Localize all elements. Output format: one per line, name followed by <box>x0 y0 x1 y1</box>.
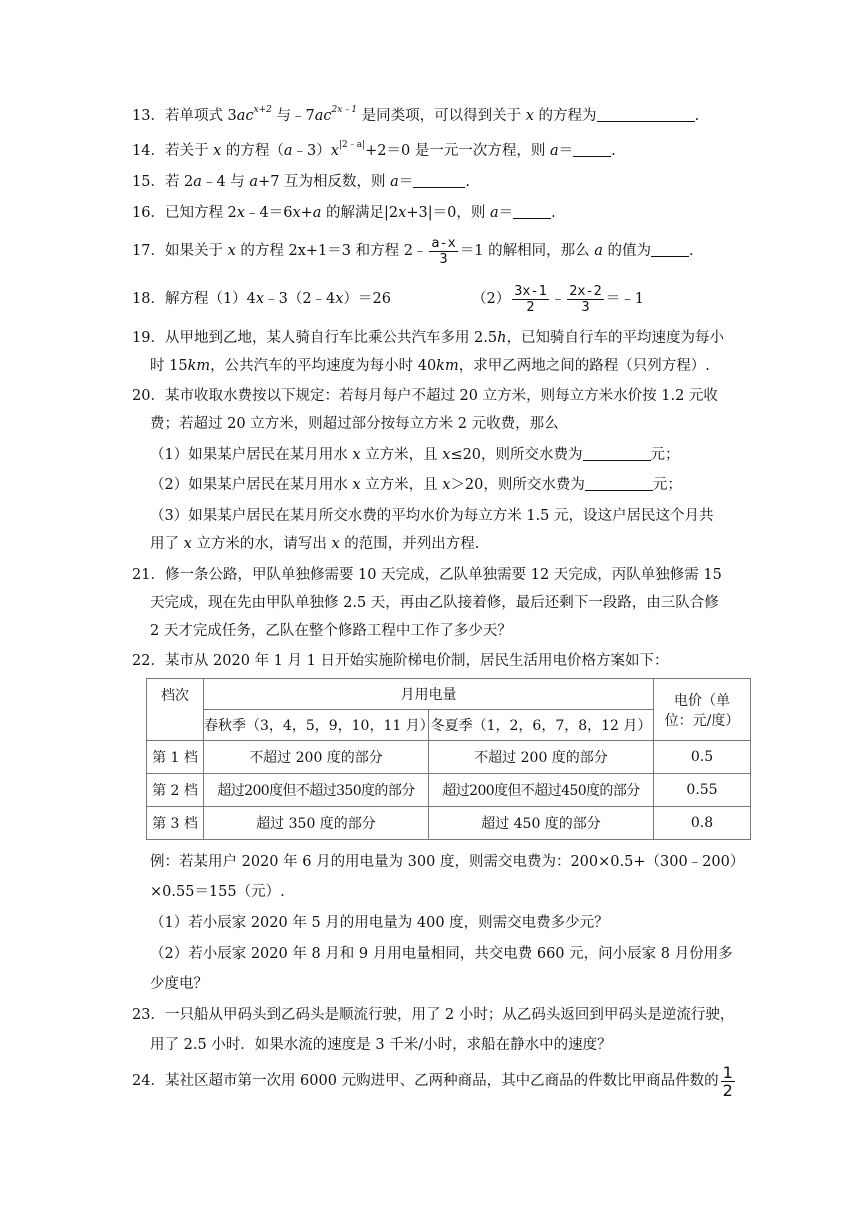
question-number: 20． <box>132 388 165 404</box>
table-row <box>147 741 751 774</box>
question-20-sub-3: （3）如果某户居民在某月所交水费的平均水价为每立方米 1.5 元，设这户居民这个月共 <box>150 508 714 524</box>
tier-cell: 第 2 档 <box>147 774 204 807</box>
question-22-example: 例：若某用户 2020 年 6 月的用电量为 300 度，则需交电费为：200×0.5+（300﹣200） <box>150 854 745 870</box>
question-23: 23．一只船从甲码头到乙码头是顺流行驶，用了 2 小时；从乙码头返回到甲码头是逆流行驶， <box>132 1007 735 1023</box>
question-20-sub-1: （1）如果某户居民在某月用水 x 立方米，且 x≤20，则所交水费为 元； <box>150 447 680 463</box>
winter-cell: 超过 450 度的部分 <box>429 807 654 840</box>
question-number: 17． <box>132 243 165 259</box>
question-19-line-2: 时 15km，公共汽车的平均速度为每小时 40km，求甲乙两地之间的路程（只列方程）. <box>150 358 710 374</box>
question-16: 16．已知方程 2x﹣4＝6x+a 的解满足|2x+3|＝0，则 a＝ . <box>132 205 556 221</box>
question-number: 22． <box>132 653 165 669</box>
question-number: 19． <box>132 330 165 346</box>
header-spring-autumn: 春秋季（3，4，5，9，10，11 月） <box>204 710 429 741</box>
tier-cell: 第 3 档 <box>147 807 204 840</box>
answer-blank[interactable] <box>413 173 465 188</box>
question-21-line-3: 2 天才完成任务，乙队在整个修路工程中工作了多少天？ <box>150 623 512 639</box>
answer-blank[interactable] <box>585 476 653 491</box>
question-number: 24． <box>132 1073 165 1089</box>
question-14: 14．若关于 x 的方程$(a﹣3)x^{|2﹣a|}+2=0$ 是一元一次方程，则 a＝ . <box>132 140 616 159</box>
question-number: 21． <box>132 567 165 583</box>
question-number: 15． <box>132 174 165 190</box>
question-24: 24．某社区超市第一次用 6000 元购进甲、乙两种商品，其中乙商品的件数比甲商品件数的 $\frac{1}{2}$ <box>132 1062 733 1100</box>
question-22-sub-1: （1）若小辰家 2020 年 5 月的用电量为 400 度，则需交电费多少元？ <box>150 915 609 931</box>
question-23-line-2: 用了 2.5 小时．如果水流的速度是 3 千米/小时，求船在静水中的速度？ <box>150 1037 612 1053</box>
answer-blank[interactable] <box>597 107 695 122</box>
price-cell: 0.8 <box>654 807 751 840</box>
fraction-one-half: $\frac{1}{2}$ <box>722 1062 733 1100</box>
answer-blank[interactable] <box>583 446 651 461</box>
question-22-sub-2-line-2: 少度电？ <box>150 976 208 992</box>
answer-blank[interactable] <box>573 142 611 157</box>
winter-cell: 超过200度但不超过450度的部分 <box>429 774 654 807</box>
table-row <box>147 807 751 840</box>
spring-cell: 超过200度但不超过350度的部分 <box>204 774 429 807</box>
winter-cell: 不超过 200 度的部分 <box>429 741 654 774</box>
question-20-sub-3-line-2: 用了 x 立方米的水，请写出 x 的范围，并列出方程. <box>150 536 480 552</box>
header-tier: 档次 <box>147 679 204 741</box>
question-21: 21．修一条公路，甲队单独修需要 10 天完成，乙队单独需要 12 天完成，丙队单独修需 15 <box>132 567 722 583</box>
question-number: 18． <box>132 291 165 307</box>
header-usage: 月用电量 <box>204 679 654 710</box>
question-22: 22．某市从 2020 年 1 月 1 日开始实施阶梯电价制，居民生活用电价格方案如下： <box>132 653 669 669</box>
table-row <box>147 774 751 807</box>
question-18: 18．解方程（1）4x﹣3（2﹣4x）＝26 <box>132 291 391 307</box>
price-cell: 0.5 <box>654 741 751 774</box>
fraction-3x-1-over-2: $\frac{3x-1}{2}$ <box>514 282 547 315</box>
question-13: 13．若单项式 $3ac^{x+2}$ 与$﹣7ac^{2x﹣1}$ 是同类项，可以得到关于 x 的方程为 . <box>132 105 700 124</box>
spring-cell: 超过 350 度的部分 <box>204 807 429 840</box>
question-22-example-line-2: ×0.55＝155（元）. <box>150 884 285 900</box>
answer-blank[interactable] <box>513 204 551 219</box>
fraction-2x-2-over-3: $\frac{2x-2}{3}$ <box>569 282 602 315</box>
header-winter-summer: 冬夏季（1，2，6，7，8，12 月） <box>429 710 654 741</box>
answer-blank[interactable] <box>651 242 689 257</box>
question-20-sub-2: （2）如果某户居民在某月用水 x 立方米，且 x＞20，则所交水费为 元； <box>150 477 682 493</box>
question-20: 20．某市收取水费按以下规定：若每月每户不超过 20 立方米，则每立方米水价按 1.2 元收 <box>132 388 718 404</box>
header-price: 电价（单 位：元/度） <box>654 679 751 741</box>
price-cell: 0.55 <box>654 774 751 807</box>
question-number: 16． <box>132 205 165 221</box>
tier-cell: 第 1 档 <box>147 741 204 774</box>
question-number: 13． <box>132 108 165 124</box>
spring-cell: 不超过 200 度的部分 <box>204 741 429 774</box>
question-17: 17．如果关于 x 的方程 2x+1＝3 和方程 2﹣ $\frac{a-x}{3}$ ＝1 的解相同，那么 a 的值为 . <box>132 234 694 267</box>
fraction-a-minus-x-over-3: $\frac{a-x}{3}$ <box>431 234 456 267</box>
question-19: 19．从甲地到乙地，某人骑自行车比乘公共汽车多用 2.5h，已知骑自行车的平均速度为每小 <box>132 330 724 346</box>
question-18-part-2: （2） $\frac{3x-1}{2}$ ﹣ $\frac{2x-2}{3}$ ＝﹣1 <box>472 282 644 315</box>
question-20-line-2: 费；若超过 20 立方米，则超过部分按每立方米 2 元收费，那么 <box>150 416 559 432</box>
question-number: 14． <box>132 143 165 159</box>
question-15: 15．若 2a﹣4 与 a+7 互为相反数，则 a＝ . <box>132 174 470 190</box>
tariff-table <box>146 678 751 840</box>
question-22-sub-2: （2）若小辰家 2020 年 8 月和 9 月用电量相同，共交电费 660 元，问小辰家 8 月份用多 <box>150 946 733 962</box>
question-21-line-2: 天完成，现在先由甲队单独修 2.5 天，再由乙队接着修，最后还剩下一段路，由三队合修 <box>150 595 719 611</box>
question-number: 23． <box>132 1007 165 1023</box>
